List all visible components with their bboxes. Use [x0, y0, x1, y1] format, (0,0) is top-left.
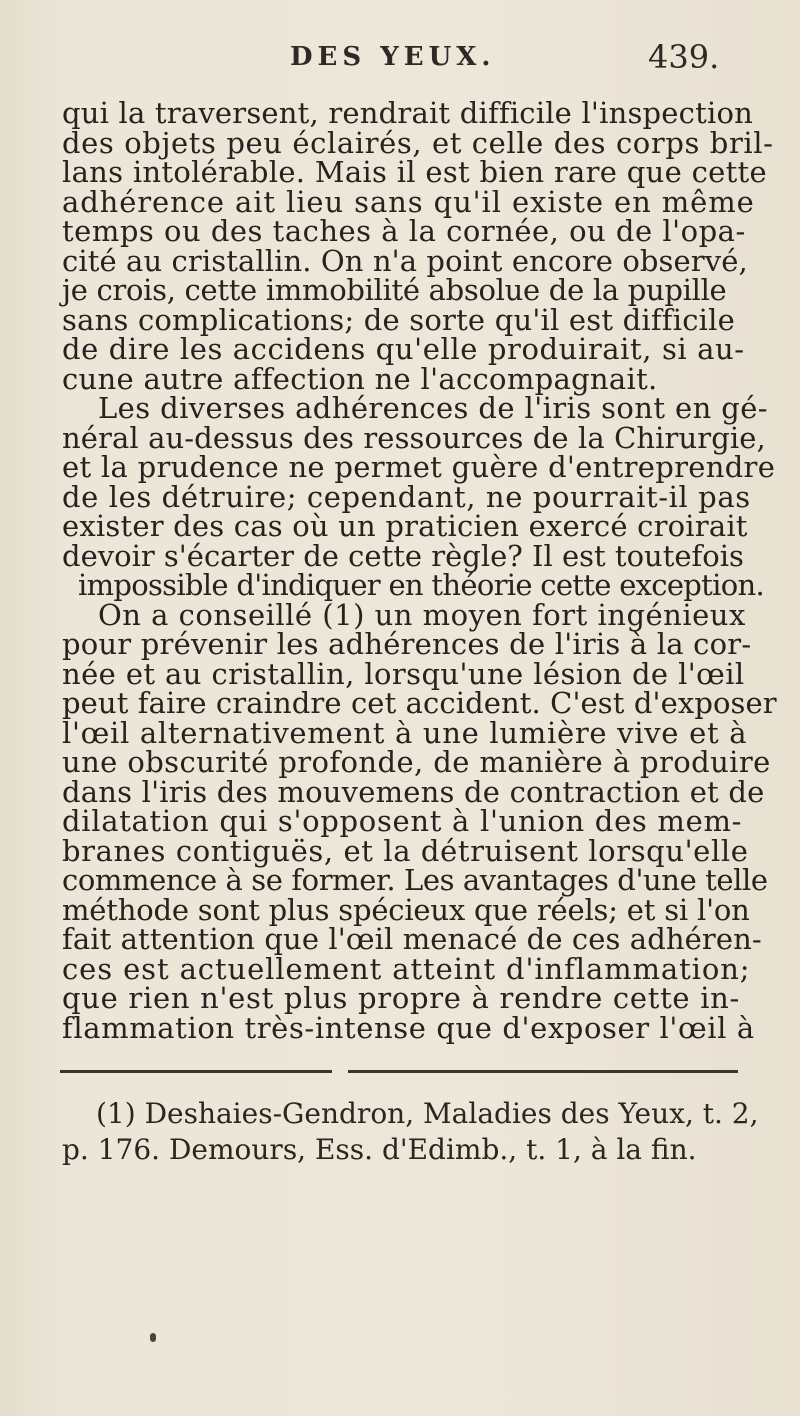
footnote-rule [60, 1070, 332, 1073]
text-line: Les diverses adhérences de l'iris sont en gé- [98, 391, 768, 425]
text-line: néral au-dessus des ressources de la Chirurgie, [62, 420, 766, 455]
text-line: ces est actuellement atteint d'inflammation; [62, 951, 751, 986]
text-line: temps ou des taches à la cornée, ou de l'opa- [62, 214, 746, 248]
text-line: On a conseillé (1) un moyen fort ingénieux [98, 597, 746, 632]
text-line: impossible d'indiquer en théorie cette exception. [78, 568, 764, 602]
text-line: sans complications; de sorte qu'il est difficile [62, 302, 735, 337]
text-line: lans intolérable. Mais il est bien rare que cette [62, 155, 767, 189]
running-head: DES YEUX. [290, 42, 496, 72]
text-line: qui la traversent, rendrait difficile l'inspection [62, 96, 753, 130]
text-line: flammation très-intense que d'exposer l'œil à [62, 1010, 755, 1045]
text-line: l'œil alternativement à une lumière vive et à [62, 715, 748, 750]
text-line: et la prudence ne permet guère d'entreprendre [62, 450, 776, 484]
text-line: fait attention que l'œil menacé de ces adhéren- [62, 922, 762, 956]
text-line: dilatation qui s'opposent à l'union des mem- [62, 804, 743, 838]
text-line: cune autre affection ne l'accompagnait. [62, 361, 658, 396]
text-line: des objets peu éclairés, et celle des corps bril- [62, 125, 774, 160]
text-line: méthode sont plus spécieux que réels; et si l'on [62, 892, 750, 927]
text-line: commence à se former. Les avantages d'une telle [62, 863, 768, 897]
text-line: devoir s'écarter de cette règle? Il est toutefois [62, 538, 744, 573]
text-line: née et au cristallin, lorsqu'une lésion de l'œil [62, 656, 745, 691]
text-line: exister des cas où un praticien exercé croirait [62, 509, 748, 543]
footnote-rule [348, 1070, 738, 1073]
footnote-line: (1) Deshaies-Gendron, Maladies des Yeux, t. 2, [96, 1097, 759, 1130]
ink-speck [150, 1333, 156, 1342]
text-line: dans l'iris des mouvemens de contraction et de [62, 774, 765, 809]
page-header [0, 38, 800, 82]
text-line: de les détruire; cependant, ne pourrait-il pas [62, 479, 751, 514]
text-line: de dire les accidens qu'elle produirait, si au- [62, 332, 745, 366]
text-line: pour prévenir les adhérences de l'iris à la cor- [62, 627, 752, 661]
text-line: adhérence ait lieu sans qu'il existe en même [62, 184, 755, 219]
footnote-line: p. 176. Demours, Ess. d'Edimb., t. 1, à la fin. [62, 1133, 697, 1166]
text-line: que rien n'est plus propre à rendre cette in- [62, 981, 741, 1015]
text-line: cité au cristallin. On n'a point encore observé, [62, 243, 748, 278]
text-line: je crois, cette immobilité absolue de la pupille [62, 273, 727, 307]
text-line: une obscurité profonde, de manière à produire [62, 745, 771, 779]
text-line: branes contiguës, et la détruisent lorsqu'elle [62, 833, 749, 868]
text-line: peut faire craindre cet accident. C'est d'exposer [62, 686, 777, 720]
page-number: 439. [648, 38, 720, 76]
